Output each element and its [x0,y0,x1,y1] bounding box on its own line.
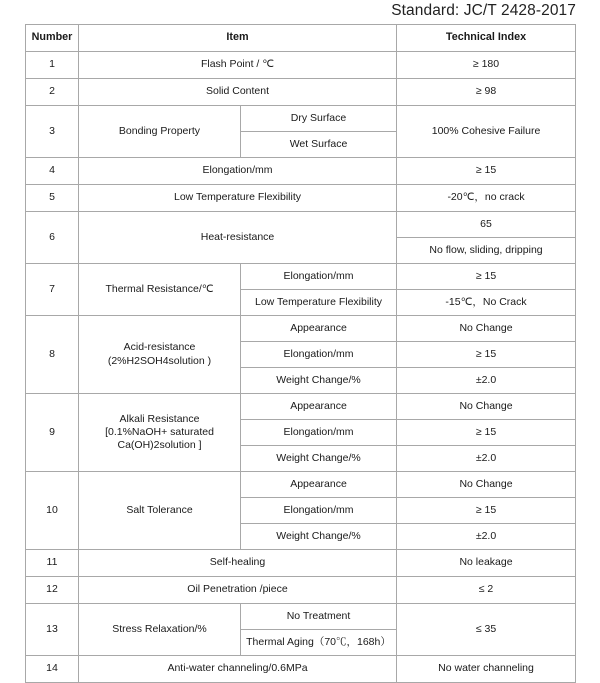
cell-number: 8 [26,316,79,394]
cell-item: Salt Tolerance [79,472,241,550]
cell-number: 3 [26,106,79,158]
table-row [26,316,576,342]
cell-technical-index: ≥ 15 [397,420,576,446]
cell-item: Stress Relaxation/% [79,604,241,656]
table-row [26,106,576,132]
cell-number: 9 [26,394,79,472]
cell-technical-index: ≥ 15 [397,498,576,524]
cell-technical-index: ≥ 98 [397,79,576,106]
cell-sub-item: Appearance [241,472,397,498]
cell-technical-index: ±2.0 [397,524,576,550]
cell-number: 10 [26,472,79,550]
cell-sub-item: Appearance [241,316,397,342]
cell-item: Oil Penetration /piece [79,577,397,604]
column-header-item: Item [79,25,397,52]
table-row [26,604,576,630]
item-line: (2%H2SOH4solution ) [107,354,212,367]
item-line: [0.1%NaOH+ saturated [105,425,214,438]
cell-number: 7 [26,264,79,316]
cell-sub-item: Thermal Aging（70℃，168h） [241,630,397,656]
table-head [26,25,576,52]
specification-table [25,24,576,683]
cell-technical-index: -20℃，no crack [397,185,576,212]
cell-sub-item: Elongation/mm [241,264,397,290]
cell-technical-index: ≤ 2 [397,577,576,604]
cell-number: 6 [26,212,79,264]
cell-sub-item: Appearance [241,394,397,420]
cell-number: 13 [26,604,79,656]
cell-sub-item: Elongation/mm [241,498,397,524]
cell-number: 1 [26,52,79,79]
item-line: Ca(OH)2solution ] [117,439,202,452]
column-header-number: Number [26,25,79,52]
cell-technical-index: ≥ 15 [397,158,576,185]
cell-technical-index: No leakage [397,550,576,577]
cell-number: 2 [26,79,79,106]
cell-number: 11 [26,550,79,577]
cell-sub-item: Dry Surface [241,106,397,132]
cell-item: Solid Content [79,79,397,106]
table-row [26,264,576,290]
table-row [26,394,576,420]
cell-technical-index: ±2.0 [397,368,576,394]
cell-number: 4 [26,158,79,185]
table-body [26,52,576,683]
cell-technical-index: 65 [397,212,576,238]
table-row [26,550,576,577]
cell-item: Anti-water channeling/0.6MPa [79,656,397,683]
table-header-row [26,25,576,52]
cell-sub-item: Elongation/mm [241,420,397,446]
item-line: Acid-resistance [123,341,196,354]
cell-item: Elongation/mm [79,158,397,185]
item-line: Alkali Resistance [119,412,200,425]
cell-sub-item: Wet Surface [241,132,397,158]
cell-sub-item: Low Temperature Flexibility [241,290,397,316]
table-row [26,52,576,79]
cell-sub-item: No Treatment [241,604,397,630]
cell-item [79,394,241,472]
standard-title: Standard: JC/T 2428-2017 [391,2,576,19]
table-row [26,656,576,683]
spec-table-container [25,24,575,683]
cell-technical-index: No water channeling [397,656,576,683]
cell-item: Low Temperature Flexibility [79,185,397,212]
cell-technical-index: ≥ 15 [397,342,576,368]
cell-technical-index: ≥ 180 [397,52,576,79]
cell-sub-item: Weight Change/% [241,446,397,472]
cell-item: Heat-resistance [79,212,397,264]
table-row [26,158,576,185]
cell-technical-index: -15℃，No Crack [397,290,576,316]
column-header-technical-index: Technical Index [397,25,576,52]
cell-sub-item: Weight Change/% [241,524,397,550]
cell-technical-index: No flow, sliding, dripping [397,238,576,264]
cell-technical-index: No Change [397,316,576,342]
cell-number: 14 [26,656,79,683]
cell-technical-index: 100% Cohesive Failure [397,106,576,158]
cell-technical-index: ≥ 15 [397,264,576,290]
table-row [26,185,576,212]
cell-number: 12 [26,577,79,604]
cell-item: Flash Point / ℃ [79,52,397,79]
cell-item: Bonding Property [79,106,241,158]
cell-sub-item: Elongation/mm [241,342,397,368]
cell-number: 5 [26,185,79,212]
cell-technical-index: No Change [397,472,576,498]
cell-item: Thermal Resistance/℃ [79,264,241,316]
table-row [26,79,576,106]
cell-item: Self-healing [79,550,397,577]
cell-sub-item: Weight Change/% [241,368,397,394]
cell-technical-index: ±2.0 [397,446,576,472]
table-row [26,212,576,238]
table-row [26,472,576,498]
cell-technical-index: No Change [397,394,576,420]
table-row [26,577,576,604]
cell-item [79,316,241,394]
cell-technical-index: ≤ 35 [397,604,576,656]
